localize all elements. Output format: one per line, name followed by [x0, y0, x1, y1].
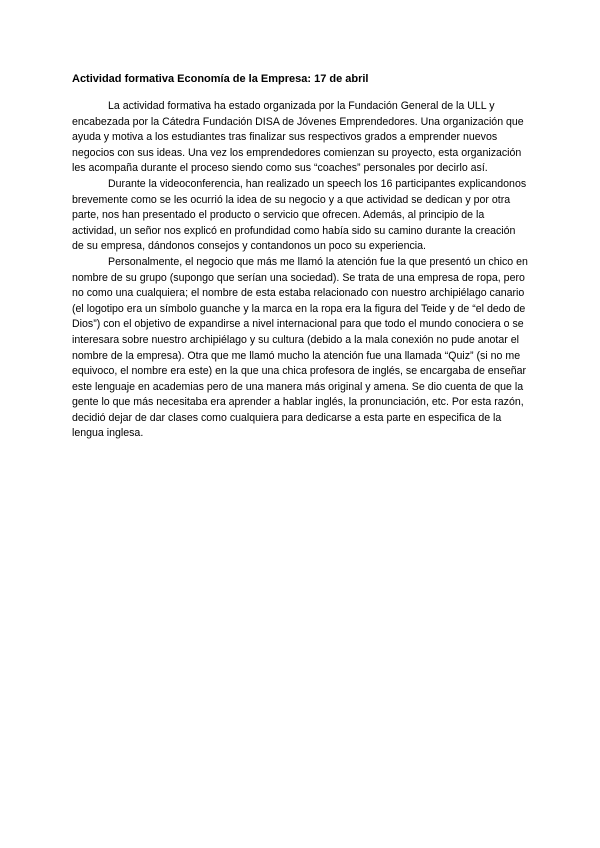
paragraph-2: Durante la videoconferencia, han realizado un speech los 16 participantes explicandonos brevemente como se les ocurrió la idea de su negocio y a que actividad se dedican y por otra parte, nos han presentado el producto o servicio que ofrecen. Además, al principio de la actividad, un señor nos explicó en profundidad como había sido su camino durante la creación de su empresa, dándonos consejos y contandonos un poco su experiencia. — [72, 177, 527, 253]
document-title: Actividad formativa Economía de la Empresa: 17 de abril — [72, 73, 369, 85]
paragraph-3: Personalmente, el negocio que más me llamó la atención fue la que presentó un chico en nombre de su grupo (supongo que serían una sociedad). Se trata de una empresa de ropa, pero no como una cualquiera; el nombre de esta estaba relacionado con nuestro archipiélago canario (el logotipo era un símbolo guanche y la marca en la ropa era la figura del Teide y de “el dedo de Dios”) con el objetivo de expandirse a nivel internacional para que todo el mundo conociera o se interesara sobre nuestro archipiélago y su cultura (debido a la mala conexión no pude anotar el nombre de la empresa). Otra que me llamó mucho la atención fue una llamada “Quiz” (si no me equivoco, el nombre era este) en la que una chica profesora de inglés, se encargaba de enseñar este lenguaje en academias pero de una manera más original y amena. Se dio cuenta de que la gente lo que más necesitaba era aprender a hablar inglés, la pronunciación, etc. Por esta razón, decidió dejar de dar clases como cualquiera para dedicarse a esta parte en especifica de la lengua inglesa. — [72, 255, 528, 440]
paragraph-1: La actividad formativa ha estado organizada por la Fundación General de la ULL y encabezada por la Cátedra Fundación DISA de Jóvenes Emprendedores. Una organización que ayuda y motiva a los estudiantes tras finalizar sus respectivos grados a emprender nuevos negocios con sus ideas. Una vez los emprendedores comienzan su proyecto, esta organización les acompaña durante el proceso siendo como sus “coaches” personales por decirlo así. — [72, 100, 524, 175]
